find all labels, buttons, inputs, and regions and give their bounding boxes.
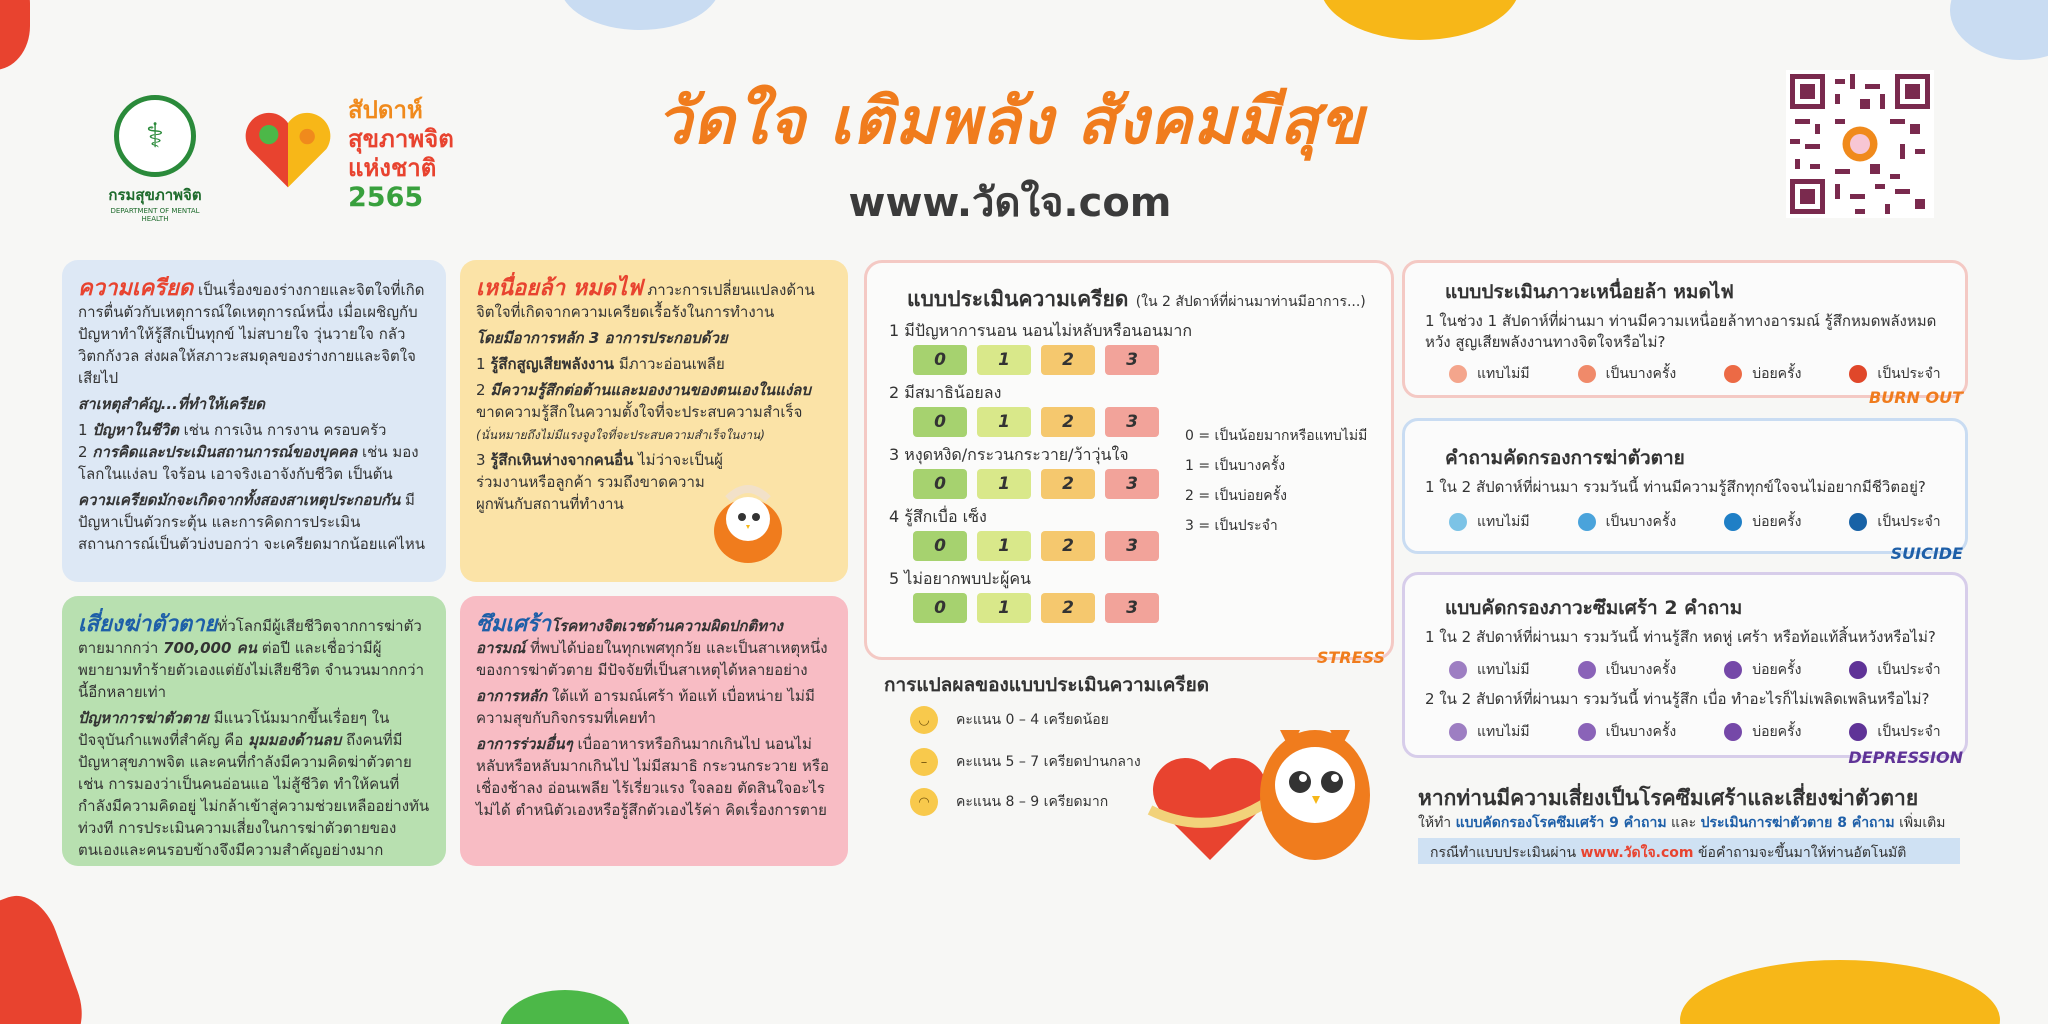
risk-note-bar: กรณีทำแบบประเมินผ่าน www.วัดใจ.com ข้อคำถามจะขึ้นมาให้ท่านอัตโนมัติ	[1418, 838, 1960, 864]
stress-tag: STRESS	[1316, 648, 1385, 667]
score-2-button[interactable]: 2	[1041, 407, 1095, 437]
dmh-sub: DEPARTMENT OF MENTAL HEALTH	[110, 207, 200, 223]
card-burnout-s2: ขาดความรู้สึกในความตั้งใจที่จะประสบความสำเร็จ	[476, 403, 803, 421]
score-0-button[interactable]: 0	[913, 407, 967, 437]
card-stress-cause-heading: สาเหตุสำคัญ...ที่ทำให้เครียด	[78, 395, 265, 413]
depression-q1-option-rarely[interactable]: แทบไม่มี	[1449, 659, 1530, 681]
risk-subtitle: ให้ทำ แบบคัดกรองโรคซึมเศร้า 9 คำถาม และ ประเมินการฆ่าตัวตาย 8 คำถาม เพิ่มเติม	[1418, 815, 1946, 831]
radio-dot-icon	[1724, 661, 1742, 679]
card-stress: ความเครียด เป็นเรื่องของร่างกายและจิตใจที่เกิดการตื่นตัวกับเหตุการณ์ใดเหตุการณ์หนึ่ง เมื่อเผชิญกับปัญหาทำให้รู้สึกเป็นทุกข์ ไม่สบายใจ วุ่นวายใจ กลัว วิตกกังวล ส่งผลให้สภาวะสมดุลของร่างกายและจิตใจเสียไป สาเหตุสำคัญ...ที่ทำให้เครียด 1 ปัญหาในชีวิต เช่น การเงิน การงาน ครอบครัว 2 การคิดและประเมินสถานการณ์ของบุคคล เช่น มองโลกในแง่ลบ ใจร้อน เอาจริงเอาจังกับชีวิต เป็นต้น ความเครียดมักจะเกิดจากทั้งสองสาเหตุประกอบกัน มีปัญหาเป็นตัวกระตุ้น และการคิดการประเมินสถานการณ์เป็นตัวบ่งบอกว่า จะเครียดมากน้อยแค่ไหน	[62, 260, 446, 582]
card-burnout-main-heading: โดยมีอาการหลัก 3 อาการประกอบด้วย	[476, 329, 728, 347]
score-2-button[interactable]: 2	[1041, 531, 1095, 561]
stress-q3: 3 หงุดหงิด/กระวนกระวาย/ว้าวุ่นใจ	[889, 445, 1129, 464]
score-2-button[interactable]: 2	[1041, 345, 1095, 375]
suicide-assessment	[1402, 418, 1968, 563]
burnout-test-title: แบบประเมินภาวะเหนื่อยล้า หมดไฟ	[1445, 281, 1734, 303]
score-3-button[interactable]: 3	[1105, 407, 1159, 437]
card-suicide-p2-d: ถึงคนที่มีปัญหาสุขภาพจิต และคนที่กำลังมีความคิดฆ่าตัวตาย เช่น การมองว่าเป็นคนอ่อนแอ ไม่สู้ชีวิต ทำให้คนที่กำลังมีความคิดอยู่ ไม่กล้าเข้าสู่ความช่วยเหลืออย่างทันท่วงที การประเมินความเสี่ยงในการฆ่าตัวตายของตนเองและคนรอบข้างจึงมีความสำคัญอย่างมาก	[78, 731, 430, 859]
interp-low	[910, 706, 1109, 734]
interp-mid	[910, 748, 1141, 776]
stress-title: แบบประเมินความเครียด	[907, 287, 1129, 311]
card-stress-cause2-bold: การคิดและประเมินสถานการณ์ของบุคคล	[92, 443, 358, 461]
burnout-assessment	[1402, 260, 1968, 407]
score-2-button[interactable]: 2	[1041, 469, 1095, 499]
stress-subtitle: (ใน 2 สัปดาห์ที่ผ่านมาท่านมีอาการ...)	[1135, 294, 1366, 310]
risk-suicide8-link[interactable]: ประเมินการฆ่าตัวตาย 8 คำถาม	[1700, 815, 1895, 831]
card-depression-intro-bold: โรคทางจิตเวชด้านความผิดปกติทางอารมณ์	[476, 617, 783, 657]
burnout-option-always[interactable]: เป็นประจำ	[1849, 363, 1940, 385]
radio-dot-icon	[1578, 365, 1596, 383]
radio-dot-icon	[1449, 723, 1467, 741]
burnout-q1: 1 ในช่วง 1 สัปดาห์ที่ผ่านมา ท่านมีความเหนื่อยล้าทางอารมณ์ รู้สึกหมดพลังหมดหวัง สูญเสียพลังงานทางจิตใจหรือไม่?	[1425, 312, 1937, 351]
radio-dot-icon	[1724, 513, 1742, 531]
card-depression-other-bold: อาการร่วมอื่นๆ	[476, 735, 573, 753]
card-stress-cause1-bold: ปัญหาในชีวิต	[92, 421, 179, 439]
card-suicide	[62, 596, 446, 866]
suicide-q1: 1 ใน 2 สัปดาห์ที่ผ่านมา รวมวันนี้ ท่านมีความรู้สึกทุกข์ใจจนไม่อยากมีชีวิตอยู่?	[1425, 478, 1926, 496]
stress-q1: 1 มีปัญหาการนอน นอนไม่หลับหรือนอนมาก	[889, 321, 1193, 340]
crying-face-icon: ◠	[910, 788, 938, 816]
depression-assessment	[1402, 572, 1968, 767]
puzzle-heart-icon	[240, 104, 336, 194]
decor-blob-blue	[560, 0, 720, 30]
card-depression-intro: ที่พบได้บ่อยในทุกเพศทุกวัย และเป็นสาเหตุหนึ่งของการฆ่าตัวตาย มีปัจจัยที่เป็นสาเหตุได้หลายอย่าง	[476, 639, 828, 679]
score-1-button[interactable]: 1	[977, 531, 1031, 561]
score-3-button[interactable]: 3	[1105, 469, 1159, 499]
page-title: วัดใจ เติมพลัง สังคมมีสุข	[655, 85, 1365, 159]
score-0-button[interactable]: 0	[913, 593, 967, 623]
owl-mascot-icon	[698, 464, 798, 574]
radio-dot-icon	[1578, 513, 1596, 531]
burnout-options	[1449, 363, 1941, 385]
score-3-button[interactable]: 3	[1105, 531, 1159, 561]
stress-q2: 2 มีสมาธิน้อยลง	[889, 383, 1002, 402]
card-depression-title: ซึมเศร้า	[476, 612, 552, 637]
risk-url-link[interactable]: www.วัดใจ.com	[1580, 845, 1694, 861]
week-line3: แห่งชาติ	[348, 154, 437, 182]
stress-q4: 4 รู้สึกเบื่อ เซ็ง	[889, 507, 987, 526]
decor-blob-yellow-bottom	[1680, 960, 2000, 1024]
card-burnout-s3-bold: รู้สึกเหินห่างจากคนอื่น	[490, 451, 634, 469]
stress-q3-scores	[913, 469, 1159, 499]
smile-face-icon: ◡	[910, 706, 938, 734]
radio-dot-icon	[1849, 661, 1867, 679]
card-suicide-p2-c: มุมมองด้านลบ	[248, 731, 342, 749]
burnout-tag: BURN OUT	[1869, 388, 1963, 407]
radio-dot-icon	[1724, 723, 1742, 741]
score-1-button[interactable]: 1	[977, 407, 1031, 437]
depression-q2-option-sometimes[interactable]: เป็นบางครั้ง	[1578, 721, 1677, 743]
stress-q5-scores	[913, 593, 1159, 623]
radio-dot-icon	[1449, 513, 1467, 531]
suicide-option-rarely[interactable]: แทบไม่มี	[1449, 511, 1530, 533]
legend-1: 1 = เป็นบางครั้ง	[1185, 458, 1286, 474]
card-depression-main-bold: อาการหลัก	[476, 687, 548, 705]
radio-dot-icon	[1849, 513, 1867, 531]
card-depression-other: เบื่ออาหารหรือกินมากเกินไป นอนไม่หลับหรือหลับมากเกินไป ไม่มีสมาธิ กระวนกระวาย หรือเชื่องช้าลง อ่อนเพลีย ไร้เรี่ยวแรง ใจลอย ตัดสินใจอะไรไม่ได้ ตำหนิตัวเองหรือรู้สึกตัวเองไร้ค่า คิดเรื่องการตาย	[476, 735, 829, 819]
depression-q2-option-often[interactable]: บ่อยครั้ง	[1724, 721, 1801, 743]
interp-mid-text: คะแนน 5 – 7 เครียดปานกลาง	[956, 754, 1141, 770]
dmh-seal-icon: ⚕	[114, 95, 196, 177]
week-line2: สุขภาพจิต	[348, 125, 454, 153]
depression-q1-option-always[interactable]: เป็นประจำ	[1849, 659, 1940, 681]
interp-high-text: คะแนน 8 – 9 เครียดมาก	[956, 794, 1109, 810]
week-year: 2565	[348, 182, 424, 213]
score-1-button[interactable]: 1	[977, 345, 1031, 375]
burnout-option-often[interactable]: บ่อยครั้ง	[1724, 363, 1801, 385]
radio-dot-icon	[1849, 365, 1867, 383]
card-stress-cause1: เช่น การเงิน การงาน ครอบครัว	[183, 421, 387, 439]
card-suicide-title: เสี่ยงฆ่าตัวตาย	[78, 612, 218, 637]
card-burnout-intro: ภาวะการเปลี่ยนแปลงด้านจิตใจที่เกิดจากความเครียดเรื้อรังในการทำงาน	[476, 281, 815, 321]
card-burnout-s2-note: (นั่นหมายถึงไม่มีแรงจูงใจที่จะประสบความสำเร็จในงาน)	[476, 428, 765, 442]
depression-test-title: แบบคัดกรองภาวะซึมเศร้า 2 คำถาม	[1445, 597, 1743, 619]
score-1-button[interactable]: 1	[977, 593, 1031, 623]
depression-q2-option-always[interactable]: เป็นประจำ	[1849, 721, 1940, 743]
stress-q4-scores	[913, 531, 1159, 561]
stress-q5: 5 ไม่อยากพบปะผู้คน	[889, 569, 1031, 588]
legend-0: 0 = เป็นน้อยมากหรือแทบไม่มี	[1185, 428, 1368, 444]
depression-q1-option-often[interactable]: บ่อยครั้ง	[1724, 659, 1801, 681]
decor-blob-yellow	[1320, 0, 1520, 40]
decor-blob-lightblue	[1950, 0, 2048, 60]
depression-q1-options	[1449, 659, 1941, 681]
card-suicide-p2-bold: ปัญหาการฆ่าตัวตาย	[78, 709, 209, 727]
score-2-button[interactable]: 2	[1041, 593, 1095, 623]
dmh-logo	[100, 95, 210, 223]
radio-dot-icon	[1578, 723, 1596, 741]
score-3-button[interactable]: 3	[1105, 345, 1159, 375]
stress-q2-scores	[913, 407, 1159, 437]
depression-q1-option-sometimes[interactable]: เป็นบางครั้ง	[1578, 659, 1677, 681]
radio-dot-icon	[1449, 661, 1467, 679]
suicide-option-often[interactable]: บ่อยครั้ง	[1724, 511, 1801, 533]
radio-dot-icon	[1849, 723, 1867, 741]
burnout-option-sometimes[interactable]: เป็นบางครั้ง	[1578, 363, 1677, 385]
qr-code-icon	[1790, 74, 1930, 214]
card-stress-note: มีปัญหาเป็นตัวกระตุ้น และการคิดการประเมินสถานการณ์เป็นตัวบ่งบอกว่า จะเครียดมากน้อยแค่ไหน	[78, 491, 425, 553]
site-url[interactable]: www.วัดใจ.com	[848, 180, 1172, 226]
risk-title: หากท่านมีความเสี่ยงเป็นโรคซึมเศร้าและเสี่ยงฆ่าตัวตาย	[1418, 786, 1919, 810]
card-burnout-s1: มีภาวะอ่อนเพลีย	[618, 355, 725, 373]
card-burnout-s3: ไม่ว่าจะเป็นผู้ร่วมงานหรือลูกค้า รวมถึงขาดความผูกพันกับสถานที่ทำงาน	[476, 451, 723, 513]
depression-q2-option-rarely[interactable]: แทบไม่มี	[1449, 721, 1530, 743]
interp-high	[910, 788, 1108, 816]
depression-q2: 2 ใน 2 สัปดาห์ที่ผ่านมา รวมวันนี้ ท่านรู้สึก เบื่อ ทำอะไรก็ไม่เพลิดเพลินหรือไม่?	[1425, 690, 1930, 708]
radio-dot-icon	[1724, 365, 1742, 383]
decor-blob-red	[0, 0, 30, 70]
suicide-test-title: คำถามคัดกรองการฆ่าตัวตาย	[1445, 447, 1685, 469]
qr-code[interactable]	[1786, 70, 1934, 218]
decor-blob-green	[500, 990, 630, 1024]
radio-dot-icon	[1578, 661, 1596, 679]
card-burnout-s2-bold: มีความรู้สึกต่อต้านและมองงานของตนเองในแง่ลบ	[490, 381, 811, 399]
card-depression-main: ใต้แท้ อารมณ์เศร้า ท้อแท้ เบื่อหน่าย ไม่มีความสุขกับกิจกรรมที่เคยทำ	[476, 687, 815, 727]
card-stress-title: ความเครียด	[78, 276, 194, 301]
card-stress-note-bold: ความเครียดมักจะเกิดจากทั้งสองสาเหตุประกอบกัน	[78, 491, 401, 509]
score-1-button[interactable]: 1	[977, 469, 1031, 499]
card-burnout-s1-bold: รู้สึกสูญเสียพลังงาน	[490, 355, 615, 373]
suicide-option-sometimes[interactable]: เป็นบางครั้ง	[1578, 511, 1677, 533]
score-0-button[interactable]: 0	[913, 345, 967, 375]
card-suicide-intro-a: ทั่วโลกมีผู้เสียชีวิตจากการฆ่าตัวตายมากกว่า	[78, 617, 422, 657]
suicide-tag: SUICIDE	[1890, 544, 1963, 563]
legend-3: 3 = เป็นประจำ	[1185, 518, 1278, 534]
legend-2: 2 = เป็นบ่อยครั้ง	[1185, 488, 1287, 504]
depression-q1: 1 ใน 2 สัปดาห์ที่ผ่านมา รวมวันนี้ ท่านรู้สึก หดหู่ เศร้า หรือท้อแท้สิ้นหวังหรือไม่?	[1425, 628, 1936, 646]
interp-low-text: คะแนน 0 – 4 เครียดน้อย	[956, 712, 1109, 728]
card-stress-cause2: เช่น มองโลกในแง่ลบ ใจร้อน เอาจริงเอาจังกับชีวิต เป็นต้น	[78, 443, 419, 483]
week-line1: สัปดาห์	[348, 96, 423, 124]
depression-q2-options	[1449, 721, 1941, 743]
risk-phq9-link[interactable]: แบบคัดกรองโรคซึมเศร้า 9 คำถาม	[1455, 815, 1667, 831]
dmh-name: กรมสุขภาพจิต	[108, 186, 202, 204]
suicide-options	[1449, 511, 1941, 533]
card-suicide-intro-b: 700,000 คน	[163, 639, 257, 657]
stress-assessment	[864, 260, 1394, 667]
card-burnout-title: เหนื่อยล้า หมดไฟ	[476, 276, 643, 301]
burnout-option-rarely[interactable]: แทบไม่มี	[1449, 363, 1530, 385]
stress-q1-scores	[913, 345, 1159, 375]
score-0-button[interactable]: 0	[913, 531, 967, 561]
heart-owl-mascot-icon	[1140, 700, 1380, 880]
card-suicide-intro-c: ต่อปี และเชื่อว่ามีผู้พยายามทำร้ายตัวเองแต่ยังไม่เสียชีวิต จำนวนมากกว่านี้อีกหลายเท่า	[78, 639, 425, 701]
depression-tag: DEPRESSION	[1848, 748, 1963, 767]
score-0-button[interactable]: 0	[913, 469, 967, 499]
card-stress-intro: เป็นเรื่องของร่างกายและจิตใจที่เกิดการตื่นตัวกับเหตุการณ์ใดเหตุการณ์หนึ่ง เมื่อเผชิญกับปัญหาทำให้รู้สึกเป็นทุกข์ ไม่สบายใจ วุ่นวายใจ กลัว วิตกกังวล ส่งผลให้สภาวะสมดุลของร่างกายและจิตใจเสียไป	[78, 281, 425, 387]
suicide-option-always[interactable]: เป็นประจำ	[1849, 511, 1940, 533]
card-burnout: เหนื่อยล้า หมดไฟ ภาวะการเปลี่ยนแปลงด้านจิตใจที่เกิดจากความเครียดเรื้อรังในการทำงาน โดยมีอาการหลัก 3 อาการประกอบด้วย 1 รู้สึกสูญเสียพลังงาน มีภาวะอ่อนเพลีย 2 มีความรู้สึกต่อต้านและมองงานของตนเองในแง่ลบ ขาดความรู้สึกในความตั้งใจที่จะประสบความสำเร็จ (นั่นหมายถึงไม่มีแรงจูงใจที่จะประสบความสำเร็จในงาน) 3 รู้สึกเหินห่างจากคนอื่น ไม่ว่าจะเป็นผู้ร่วมงานหรือลูกค้า รวมถึงขาดความผูกพันกับสถานที่ทำงาน	[460, 260, 848, 582]
card-suicide-p2-a: มีแนวโน้มมากขึ้นเรื่อยๆ ในปัจจุบันกำแพงที่สำคัญ คือ	[78, 709, 390, 749]
card-depression	[460, 596, 848, 866]
decor-blob-red-bottom	[0, 886, 94, 1024]
interpretation-title: การแปลผลของแบบประเมินความเครียด	[884, 674, 1210, 696]
radio-dot-icon	[1449, 365, 1467, 383]
mental-health-week-logo	[240, 96, 480, 213]
score-3-button[interactable]: 3	[1105, 593, 1159, 623]
neutral-face-icon: –	[910, 748, 938, 776]
